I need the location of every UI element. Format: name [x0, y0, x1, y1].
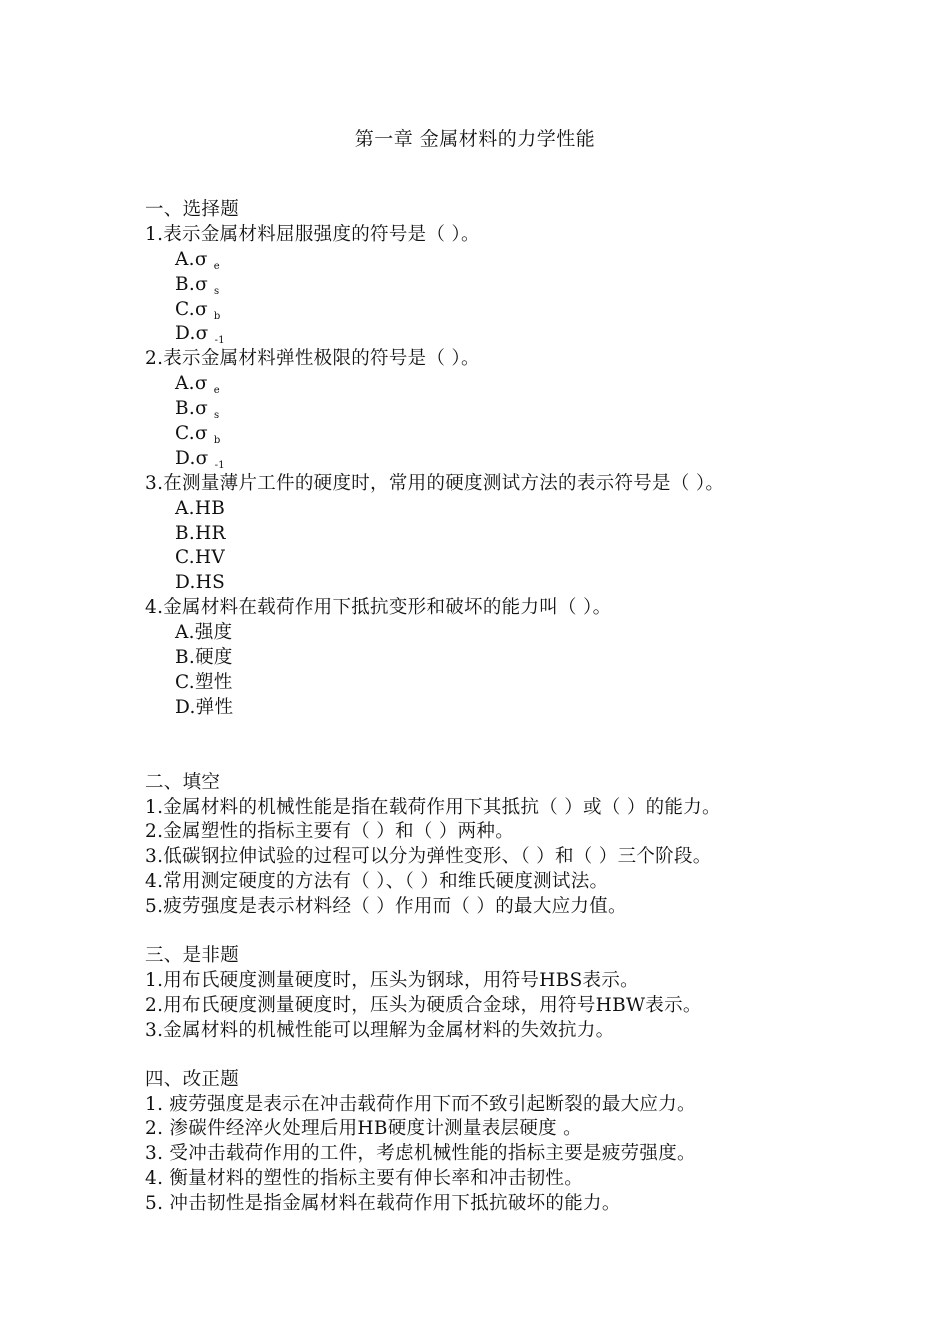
question-4-option-d: D.弹性 [175, 696, 234, 718]
chapter-title: 第一章 金属材料的力学性能 [354, 128, 596, 150]
question-2-option-d: D.σ $_{-1}$ [175, 447, 225, 471]
question-3-option-d: D.HS [175, 572, 226, 594]
question-4-option-b: B.硬度 [175, 647, 233, 669]
true-false-item: 2.用布氏硬度测量硬度时，压头为硬质合金球，用符号HBW表示。 [145, 994, 702, 1016]
question-1-option-b: B.σ $_s$ [175, 273, 220, 297]
question-4-stem: 4.金属材料在载荷作用下抵抗变形和破坏的能力叫（ ）。 [145, 597, 612, 619]
question-3-option-a: A.HB [175, 497, 226, 519]
true-false-item: 3.金属材料的机械性能可以理解为金属材料的失效抗力。 [145, 1019, 615, 1041]
correction-item: 4. 衡量材料的塑性的指标主要有伸长率和冲击韧性。 [145, 1168, 584, 1190]
question-3-stem: 3.在测量薄片工件的硬度时，常用的硬度测试方法的表示符号是（ ）。 [145, 472, 725, 494]
section-spacer [145, 1044, 845, 1068]
question-3-option-b: B.HR [175, 522, 226, 544]
correction-item: 1. 疲劳强度是表示在冲击载荷作用下而不致引起断裂的最大应力。 [145, 1093, 696, 1115]
question-1-option-a: A.σ $_e$ [175, 248, 220, 272]
fill-item: 1.金属材料的机械性能是指在载荷作用下其抵抗（ ）或（ ）的能力。 [145, 796, 721, 818]
question-1-stem: 1.表示金属材料屈服强度的符号是（ ）。 [145, 223, 480, 245]
section-spacer [145, 920, 845, 944]
fill-item: 4.常用测定硬度的方法有（ ）、（ ）和维氏硬度测试法。 [145, 871, 609, 893]
question-2-option-c: C.σ $_b$ [175, 423, 221, 447]
correction-item: 3. 受冲击载荷作用的工件，考虑机械性能的指标主要是疲劳强度。 [145, 1143, 696, 1165]
question-1-option-d: D.σ $_{-1}$ [175, 323, 225, 347]
section-heading-true-false: 三、是非题 [145, 945, 240, 967]
question-4-option-c: C.塑性 [175, 671, 233, 693]
question-3-option-c: C.HV [175, 547, 226, 569]
correction-item: 5. 冲击韧性是指金属材料在载荷作用下抵抗破坏的能力。 [145, 1193, 621, 1215]
section-spacer [145, 721, 845, 771]
question-2-option-b: B.σ $_s$ [175, 398, 220, 422]
fill-item: 5.疲劳强度是表示材料经（ ）作用而（ ）的最大应力值。 [145, 896, 627, 918]
fill-item: 2.金属塑性的指标主要有（ ）和（ ）两种。 [145, 821, 515, 843]
question-1-option-c: C.σ $_b$ [175, 298, 221, 322]
true-false-item: 1.用布氏硬度测量硬度时，压头为钢球，用符号HBS表示。 [145, 969, 639, 991]
document-body [145, 198, 845, 1217]
section-heading-choice: 一、选择题 [145, 199, 240, 220]
question-2-option-a: A.σ $_e$ [175, 373, 220, 397]
fill-item: 3.低碳钢拉伸试验的过程可以分为弹性变形、（ ）和（ ）三个阶段。 [145, 846, 712, 868]
question-4-option-a: A.强度 [175, 622, 233, 644]
section-heading-fill: 二、填空 [145, 771, 221, 793]
correction-item: 2. 渗碳件经淬火处理后用HB硬度计测量表层硬度 。 [145, 1118, 582, 1140]
section-heading-correction: 四、改正题 [145, 1068, 240, 1090]
question-2-stem: 2.表示金属材料弹性极限的符号是（ ）。 [145, 348, 480, 370]
